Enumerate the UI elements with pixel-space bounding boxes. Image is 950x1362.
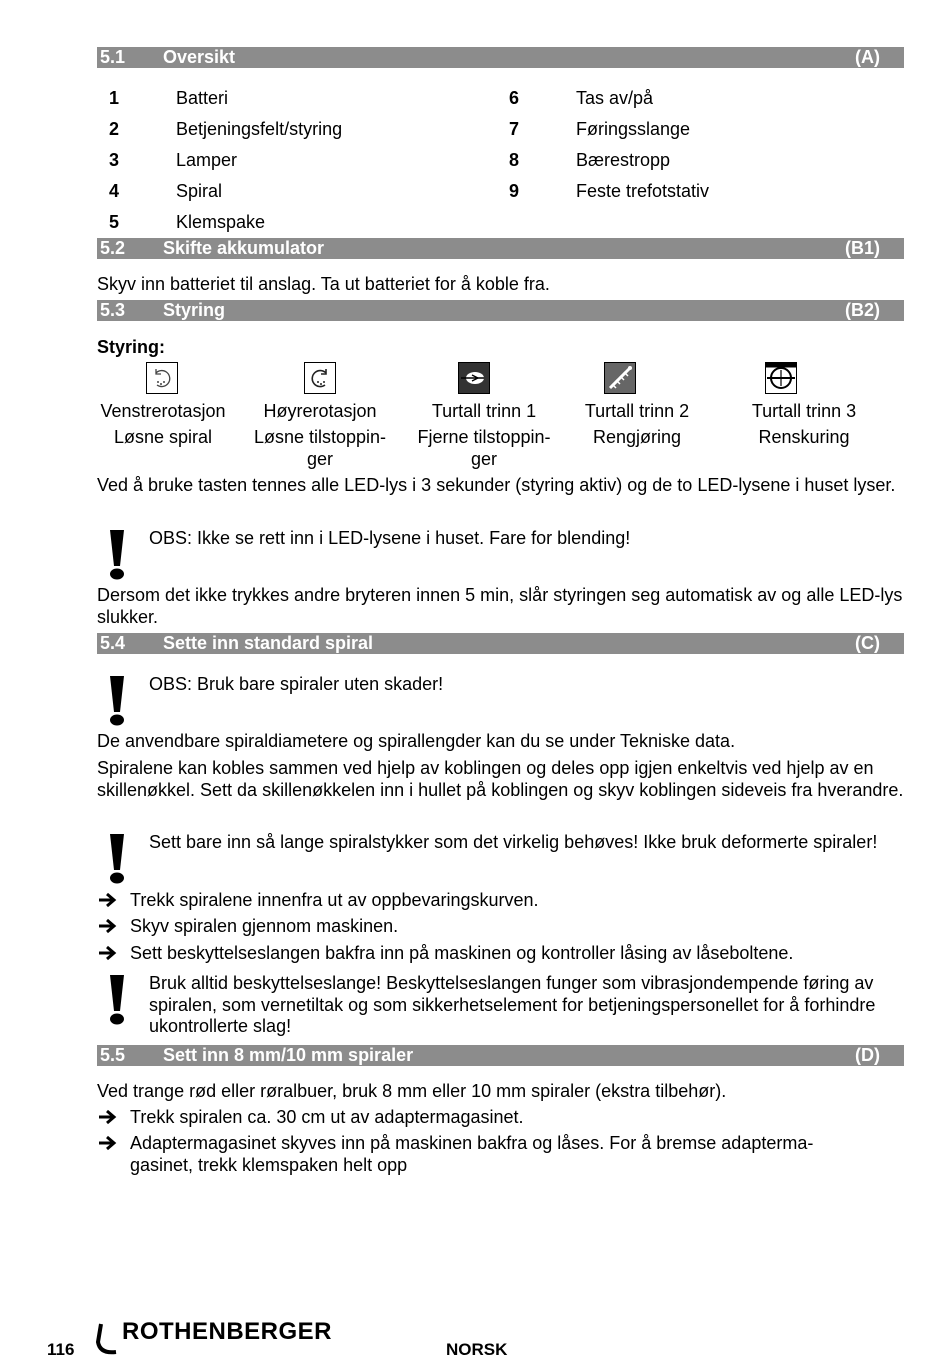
section-number: 5.1: [100, 47, 126, 67]
figure-ref: (A): [855, 47, 880, 67]
section-title: Styring: [163, 300, 226, 320]
part-number: 1: [109, 88, 120, 108]
figure-ref: (C): [855, 633, 880, 653]
warning-text: Sett bare inn så lange spiralstykker som det virkelig behøves! Ikke bruk deformerte spiraler!: [149, 832, 878, 852]
part-label: Føringsslange: [576, 119, 691, 139]
control-function: Løsne spiral: [113, 427, 213, 447]
part-number: 3: [109, 150, 120, 170]
part-number: 2: [109, 119, 120, 139]
control-function-cont: ger: [470, 449, 497, 469]
arrow-right-icon: [97, 943, 119, 963]
warning-icon: [106, 832, 128, 884]
figure-ref: (D): [855, 1045, 880, 1065]
part-label: Batteri: [176, 88, 229, 108]
page-number: 116: [47, 1340, 75, 1359]
figure-ref: (B2): [845, 300, 880, 320]
control-name: Venstrerotasjon: [100, 401, 226, 421]
part-number: 8: [509, 150, 520, 170]
control-speed-1: [404, 400, 564, 470]
step-text: Skyv spiralen gjennom maskinen.: [130, 916, 399, 936]
step-text: Trekk spiralen ca. 30 cm ut av adaptermagasinet.: [130, 1107, 524, 1127]
paragraph: Ved trange rød eller røralbuer, bruk 8 mm eller 10 mm spiraler (ekstra tilbehør).: [97, 1081, 727, 1101]
warning-text: Bruk alltid beskyttelseslange! Beskyttelseslangen funger som vibrasjondempende føring av spiralen, som vernetiltak og som sikkerhetselement for betjeningspersonellet for å forhindre ukontrollerte slag!: [149, 973, 876, 1036]
paragraph: De anvendbare spiraldiametere og spirallengder kan du se under Tekniske data.: [97, 731, 736, 751]
part-label: Spiral: [176, 181, 223, 201]
control-name: Turtall trinn 2: [584, 401, 690, 421]
section-title: Skifte akkumulator: [163, 238, 325, 258]
step-text: Sett beskyttelseslangen bakfra inn på maskinen og kontroller låsing av låseboltene.: [130, 943, 794, 963]
figure-ref: (B1): [845, 238, 880, 258]
brand-logo: ROTHENBERGER: [122, 1318, 333, 1345]
section-header-5-4: [97, 633, 904, 654]
section-number: 5.2: [100, 238, 126, 258]
section-header-5-2: [97, 238, 904, 259]
paragraph: Spiralene kan kobles sammen ved hjelp av koblingen og deles opp igjen enkeltvis ved hjelp av en skillenøkkel. Sett da skillenøkkelen inn i hullet på koblingen og skyv koblingen sideveis fra hverandre.: [97, 758, 904, 800]
section-number: 5.3: [100, 300, 126, 320]
arrow-right-icon: [97, 890, 119, 910]
control-rotate-left: [82, 400, 244, 448]
control-function: Fjerne tilstoppin-: [417, 427, 551, 447]
section-header-5-3: [97, 300, 904, 321]
control-speed-3: [724, 400, 884, 448]
rotate-right-icon: [304, 362, 336, 394]
warning-icon: [106, 674, 128, 726]
part-number: 7: [509, 119, 520, 139]
part-number: 4: [109, 181, 120, 201]
rotate-left-icon: [146, 362, 178, 394]
section-number: 5.5: [100, 1045, 126, 1065]
part-label: Feste trefotstativ: [576, 181, 710, 201]
part-label: Klemspake: [176, 212, 266, 232]
control-function-cont: ger: [306, 449, 333, 469]
speed-1-icon: [458, 362, 490, 394]
paragraph: Ved å bruke tasten tennes alle LED-lys i 3 sekunder (styring aktiv) og de to LED-lysene i huset lyser.: [97, 475, 896, 495]
warning-icon: [106, 528, 128, 580]
speed-2-icon: [604, 362, 636, 394]
subheading: Styring:: [97, 337, 166, 357]
warning-icon: [106, 973, 128, 1025]
step-text: Trekk spiralene innenfra ut av oppbevaringskurven.: [130, 890, 539, 910]
footer-language: NORSK: [446, 1340, 508, 1359]
part-number: 9: [509, 181, 520, 201]
section-header-5-5: [97, 1045, 904, 1066]
part-label: Bærestropp: [576, 150, 671, 170]
arrow-right-icon: [97, 1133, 119, 1153]
paragraph: Dersom det ikke trykkes andre bryteren innen 5 min, slår styringen seg automatisk av og alle LED-lys slukker.: [97, 585, 903, 627]
part-label: Betjeningsfelt/styring: [176, 119, 343, 139]
warning-text: OBS: Bruk bare spiraler uten skader!: [149, 674, 444, 694]
section-title: Sett inn 8 mm/10 mm spiraler: [163, 1045, 414, 1065]
warning-text: OBS: Ikke se rett inn i LED-lysene i huset. Fare for blending!: [149, 528, 631, 548]
step-text: Adaptermagasinet skyves inn på maskinen bakfra og låses. For å bremse adapterma-gasinet, trekk klemspaken helt opp: [130, 1133, 814, 1175]
part-label: Tas av/på: [576, 88, 654, 108]
section-title: Oversikt: [163, 47, 236, 67]
section-number: 5.4: [100, 633, 126, 653]
control-rotate-right: [240, 400, 400, 470]
part-number: 6: [509, 88, 520, 108]
control-name: Høyrerotasjon: [263, 401, 377, 421]
control-speed-2: [562, 400, 712, 448]
control-function: Renskuring: [758, 427, 850, 447]
control-function: Løsne tilstoppin-: [253, 427, 387, 447]
section-header-5-1: [97, 47, 904, 68]
section-title: Sette inn standard spiral: [163, 633, 374, 653]
part-number: 5: [109, 212, 120, 232]
arrow-right-icon: [97, 1107, 119, 1127]
paragraph: Skyv inn batteriet til anslag. Ta ut batteriet for å koble fra.: [97, 274, 550, 294]
part-label: Lamper: [176, 150, 238, 170]
control-name: Turtall trinn 3: [751, 401, 857, 421]
control-function: Rengjøring: [592, 427, 682, 447]
arrow-right-icon: [97, 916, 119, 936]
speed-3-icon: [765, 362, 797, 394]
control-name: Turtall trinn 1: [431, 401, 537, 421]
brand-logo-swoosh: [96, 1322, 118, 1358]
